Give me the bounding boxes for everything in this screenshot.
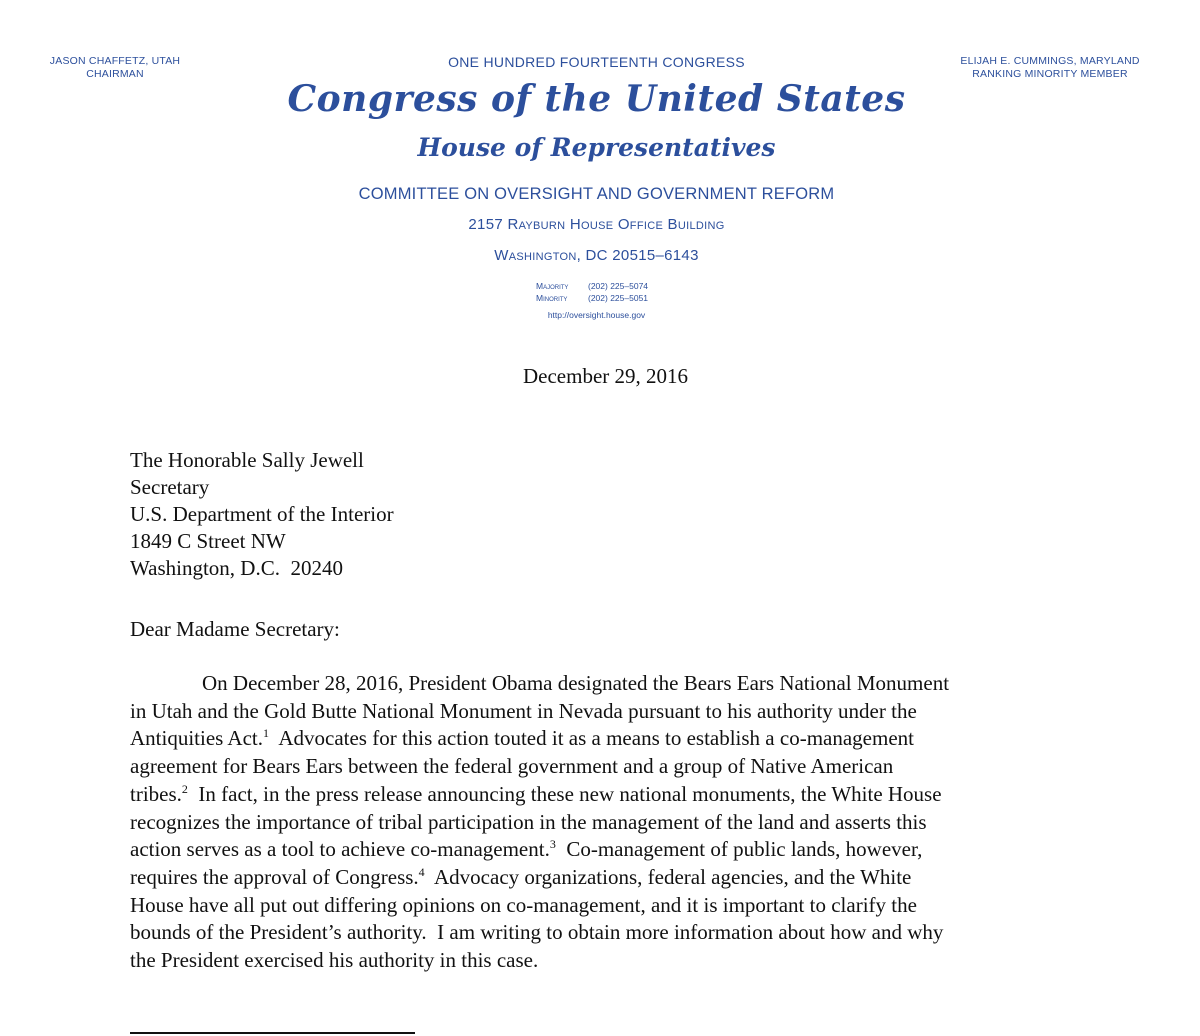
body-paragraph xyxy=(130,670,1065,975)
letterhead-house: House of Representatives xyxy=(417,133,776,162)
paragraph-line: the President exercised his authority in this case. xyxy=(130,948,539,973)
paragraph-line: tribes.$^2$ In fact, in the press release announcing these new national monuments, the White House xyxy=(130,781,942,806)
chairman-name: JASON CHAFFETZ, UTAH xyxy=(49,55,181,67)
minority-phone: (202) 225–5051 xyxy=(588,293,649,303)
minority-phone-row xyxy=(536,292,648,304)
footnote-ref: 3 xyxy=(549,837,556,852)
paragraph-line: bounds of the President’s authority. I am writing to obtain more information about how and why xyxy=(130,920,944,945)
paragraph-line: Antiquities Act.$^1$ Advocates for this action touted it as a means to establish a co-management xyxy=(130,726,914,751)
ranking-member-name: ELIJAH E. CUMMINGS, MARYLAND xyxy=(960,55,1140,67)
majority-label: Majority xyxy=(536,281,569,291)
paragraph-line: in Utah and the Gold Butte National Monument in Nevada pursuant to his authority under the xyxy=(130,698,917,723)
chairman-title: CHAIRMAN xyxy=(86,68,144,80)
addressee-block xyxy=(130,447,394,582)
paragraph-line: On December 28, 2016, President Obama designated the Bears Ears National Monument xyxy=(202,671,950,695)
paragraph-line: agreement for Bears Ears between the federal government and a group of Native American xyxy=(130,754,894,779)
majority-phone: (202) 225–5074 xyxy=(588,281,649,291)
footnote-ref: 4 xyxy=(418,864,425,879)
office-address: 2157 Rayburn House Office Building xyxy=(468,216,725,233)
website-link[interactable]: http://oversight.house.gov xyxy=(547,310,646,320)
addressee-line: Washington, D.C. 20240 xyxy=(130,556,343,580)
minority-label: Minority xyxy=(536,293,568,303)
footnote-divider xyxy=(130,1032,415,1034)
office-city: Washington, DC 20515–6143 xyxy=(494,247,699,264)
addressee-line: U.S. Department of the Interior xyxy=(130,502,394,526)
addressee-line: 1849 C Street NW xyxy=(130,529,286,553)
committee-name: COMMITTEE ON OVERSIGHT AND GOVERNMENT REFORM xyxy=(358,185,835,203)
paragraph-line: action serves as a tool to achieve co-management.$^3$ Co-management of public lands, however, xyxy=(130,837,923,862)
footnote-ref: 2 xyxy=(181,781,188,796)
phone-numbers xyxy=(536,280,648,304)
paragraph-line: recognizes the importance of tribal participation in the management of the land and asserts this xyxy=(130,809,927,834)
congress-session: ONE HUNDRED FOURTEENTH CONGRESS xyxy=(448,54,745,70)
ranking-member-title: RANKING MINORITY MEMBER xyxy=(972,68,1128,80)
addressee-line: The Honorable Sally Jewell xyxy=(130,448,364,472)
salutation: Dear Madame Secretary: xyxy=(130,617,340,641)
paragraph-line: House have all put out differing opinions on co-management, and it is important to clarify the xyxy=(130,892,917,917)
addressee-line: Secretary xyxy=(130,475,210,499)
majority-phone-row xyxy=(536,280,648,292)
footnote-ref: 1 xyxy=(263,726,269,741)
paragraph-line: requires the approval of Congress.$^4$ Advocacy organizations, federal agencies, and the White xyxy=(130,864,912,889)
letterhead-title: Congress of the United States xyxy=(287,78,906,120)
letter-date: December 29, 2016 xyxy=(522,364,689,388)
